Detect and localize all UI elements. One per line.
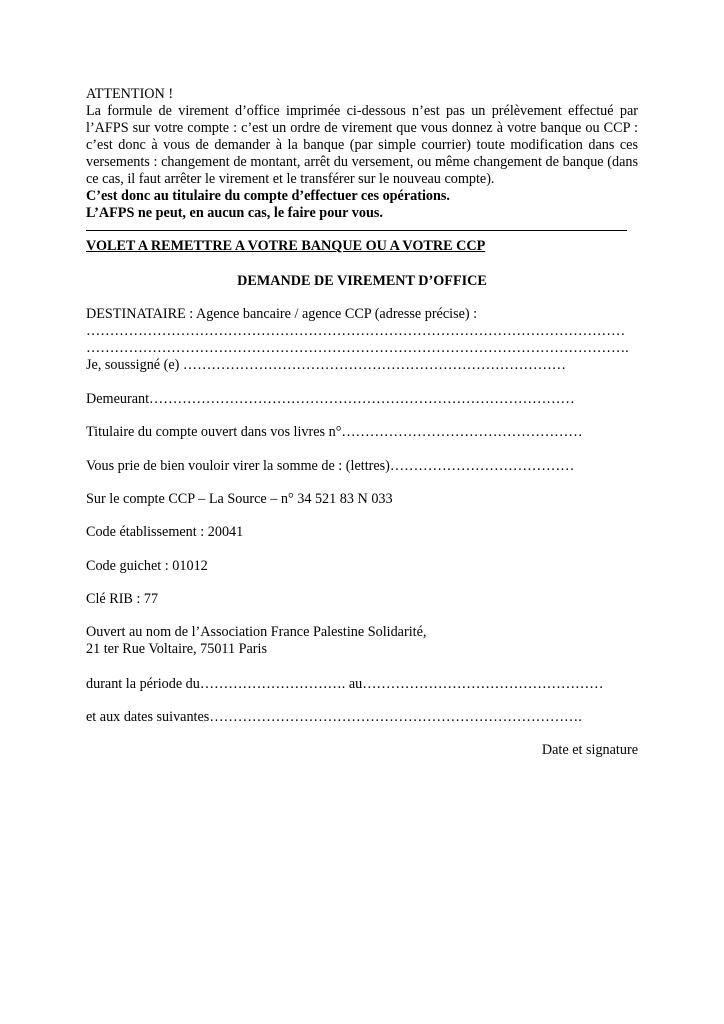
branch-code: Code guichet : 01012: [86, 558, 208, 574]
bank-code: Code établissement : 20041: [86, 524, 244, 540]
ccp-account: Sur le compte CCP – La Source – n° 34 521 83 N 033: [86, 491, 393, 507]
notice-bold-line-1: C’est donc au titulaire du compte d’effectuer ces opérations.: [86, 188, 450, 204]
horizontal-divider: [86, 230, 627, 231]
form-title: DEMANDE DE VIREMENT D’OFFICE: [237, 273, 487, 289]
attention-heading: ATTENTION !: [86, 86, 174, 102]
recipient-dotted-line-1: ……………………………………………………………………………………………………: [86, 323, 626, 339]
section-title: VOLET A REMETTRE A VOTRE BANQUE OU A VOTRE CCP: [86, 238, 486, 254]
amount-field: Vous prie de bien vouloir virer la somme de : (lettres)…………………………………: [86, 458, 575, 474]
period-field: durant la période du…………………………. au……………………………………………: [86, 676, 604, 692]
account-holder-field: Titulaire du compte ouvert dans vos livres n°……………………………………………: [86, 424, 583, 440]
notice-paragraph: [86, 103, 638, 188]
date-signature-label: Date et signature: [541, 742, 638, 758]
opened-in-name: Ouvert au nom de l’Association France Palestine Solidarité,: [86, 624, 427, 640]
recipient-label: DESTINATAIRE : Agence bancaire / agence CCP (adresse précise) :: [86, 306, 478, 322]
recipient-dotted-line-2: …………………………………………………………………………………………………….: [86, 340, 629, 356]
residing-field: Demeurant………………………………………………………………………………: [86, 391, 575, 407]
rib-key: Clé RIB : 77: [86, 591, 159, 607]
undersigned-field: Je, soussigné (e) ………………………………………………………………………: [86, 357, 566, 373]
dates-field: et aux dates suivantes…………………………………………………………………….: [86, 709, 582, 725]
association-address: 21 ter Rue Voltaire, 75011 Paris: [86, 641, 267, 657]
notice-bold-line-2: L’AFPS ne peut, en aucun cas, le faire pour vous.: [86, 205, 383, 221]
notice-text: La formule de virement d’office imprimée ci-dessous n’est pas un prélèvement effectué par l’AFPS sur votre compte : c’est un ordre de virement que vous donnez à votre banque ou CCP : c’est donc à vous de demander à la banque (par simple courrier) toute modification dans ces versements : changement de montant, arrêt du versement, ou même changement de banque (dans ce cas, il faut arrêter le virement et le transférer sur le nouveau compte).: [86, 103, 638, 187]
